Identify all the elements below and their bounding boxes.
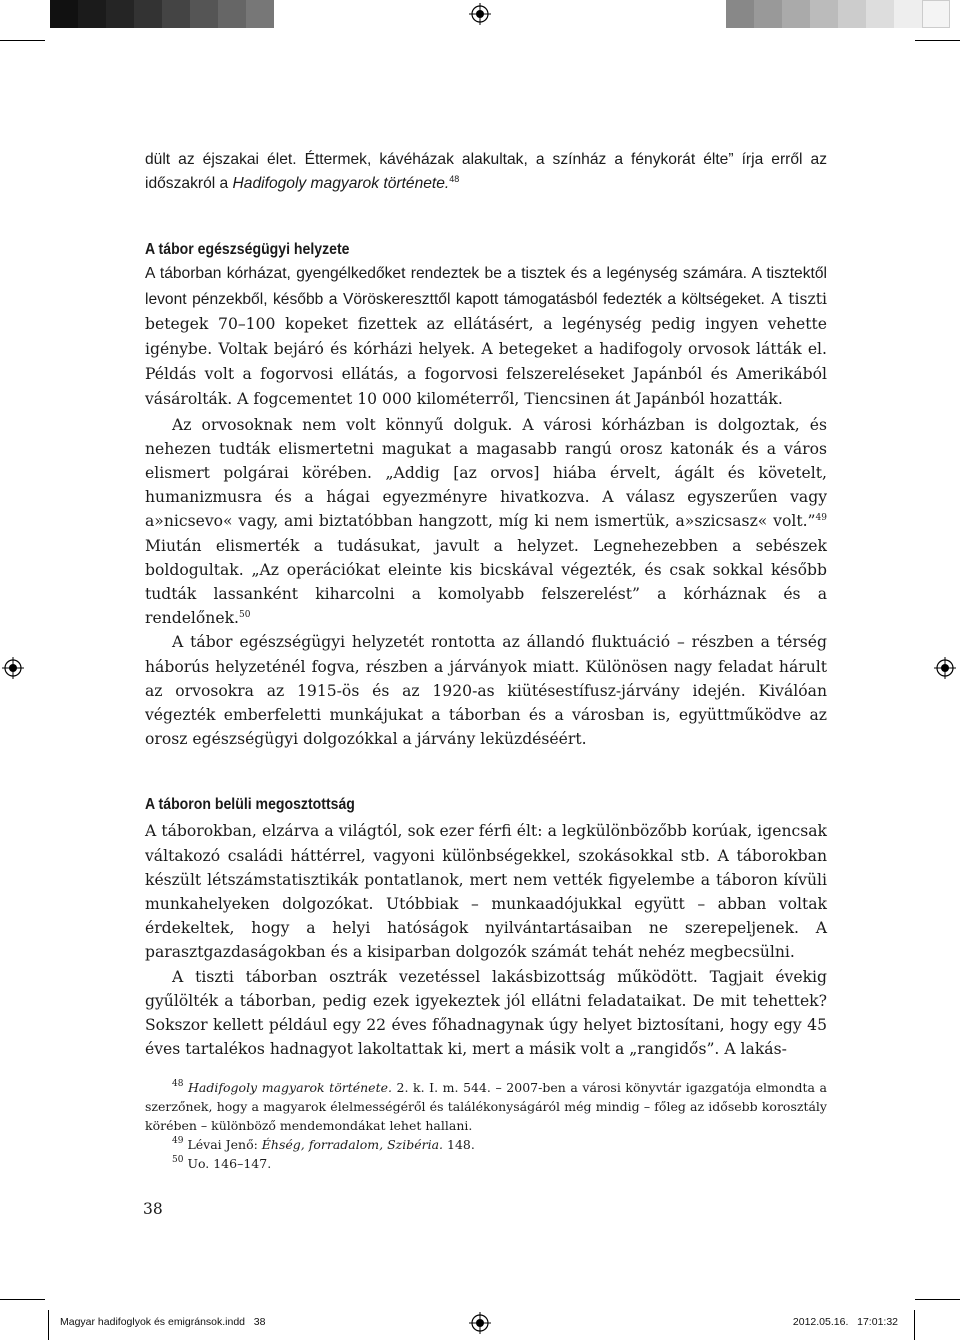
footnote-text: 148. (443, 1137, 475, 1152)
slug-timestamp: 2012.05.16. 17:01:32 (792, 1316, 898, 1328)
color-swatch (162, 0, 190, 28)
color-swatch (106, 0, 134, 28)
color-bar-right (726, 0, 950, 28)
footnote-number: 50 (172, 1155, 184, 1165)
crop-mark (48, 1310, 49, 1340)
color-swatch (754, 0, 782, 28)
slug-filename: Magyar hadifoglyok és emigránsok.indd 38 (60, 1316, 266, 1328)
color-swatch (246, 0, 274, 28)
crop-mark (915, 1299, 960, 1300)
crop-mark (915, 40, 960, 41)
page-number: 38 (143, 1200, 163, 1218)
section-heading: A táboron belüli megosztottság (145, 796, 355, 814)
crop-mark (914, 1310, 915, 1340)
footnote (145, 1078, 827, 1135)
footnote (145, 1135, 827, 1154)
paragraph-text: Miután elismerték a tudásukat, javult a helyzet. Legnehezebben a sebészek boldogultak. „Az operációkat eleinte kis bicskával végezték, és csak sokkal később tudták lassanként kiharcolni a komolyabb felszerelést” a kórháznak és a rendelőnek. (145, 536, 827, 628)
paragraph: A táborokban, elzárva a világtól, sok ezer férfi élt: a legkülönbözőbb korúak, igencsak váltakozó családi háttérrel, vagyoni különbségekkel, szokásokkal stb. A táborokban készült létszámstatisztikák pontatlanok, mert nem vették figyelembe a táboron kívüli munkahelyeken dolgozókat. Utóbbiak – munkaadójukkal együtt – abban voltak érdekeltek, hogy a helyi hatóságok nyilvántartásaiban ne szerepeljenek. A parasztgazdaságokban és a kisiparban dolgozók számát tehát nehéz megbecsülni. (145, 822, 827, 962)
color-swatch (810, 0, 838, 28)
color-swatch (218, 0, 246, 28)
paragraph-text: A tiszti betegek 70–100 kopeket fizettek az ellátásért, a legénység pedig ingyen vehette igénybe. Voltak bejáró és kórházi helyek. A betegeket a hadifogoly orvosok látták el. Példás volt a fogorvosi ellátás, a fogorvosi felszereléseket Japánból és Amerikából vásárolták. A fogcementet 10 000 kilométerről, Tiencsinen át Japánból hozatták. (145, 289, 828, 409)
paragraph-text: dült az éjszakai élet. Éttermek, kávéházak alakultak, a színház a fénykorát élte” írja erről az időszakról a (145, 151, 827, 193)
book-title: Hadifogoly magyarok története. (188, 1080, 392, 1095)
color-swatch (866, 0, 894, 28)
registration-mark-icon (469, 1312, 491, 1334)
paragraph: A tábor egészségügyi helyzetét rontotta az állandó fluktuáció – részben a térség háborús helyzeténél fogva, részben a járványok miatt. Különösen nagy feladat hárult az orvosokra az 1915-ös és az 1920-as kiütésestífusz-járvány idején. Kiválóan végezték emberfeletti munkájukat a táborban és a városban is, együttműködve az orosz egészségügyi dolgozókkal a járvány leküzdéséért. (145, 633, 827, 749)
footnote-number: 49 (172, 1136, 184, 1146)
page-body (145, 148, 827, 1062)
color-swatch (922, 0, 950, 28)
paragraph-text: A táborban kórházat, gyengélkedőket rendeztek be a tisztek és a legénység számára. A tisztektől levont pénzekből, később a Vöröskereszttől kapott támogatásból fedezték a költségeket. (145, 265, 827, 308)
paragraph (145, 262, 827, 412)
color-swatch (134, 0, 162, 28)
crop-mark (0, 40, 45, 41)
footnote (145, 1154, 827, 1173)
footnote-text: Uo. 146–147. (187, 1156, 272, 1171)
footnotes (145, 1078, 827, 1173)
registration-mark-icon (2, 657, 24, 679)
book-title: Éhség, forradalom, Szibéria. (261, 1137, 444, 1152)
color-swatch (190, 0, 218, 28)
footnote-ref: 48 (449, 174, 460, 185)
color-swatch (50, 0, 78, 28)
color-swatch (78, 0, 106, 28)
footnote-text: 2. k. I. m. 544. – 2007-ben a városi könyvtár igazgatója elmondta a szerzőnek, hogy a magyarok élelmességéről és találékonyságáról még mindig – főleg az idősebb korosztály körében – különböző mendemondákat lehet hallani. (145, 1080, 827, 1133)
crop-mark (0, 1299, 45, 1300)
color-bar-left (50, 0, 274, 28)
paragraph (145, 413, 827, 631)
color-swatch (726, 0, 754, 28)
color-swatch (838, 0, 866, 28)
paragraph-text: Az orvosoknak nem volt könnyű dolguk. A városi kórházban is dolgoztak, és nehezen tudták elismertetni magukat a magasabb rangú orosz katonák és a város elismert polgárai körében. „Addig [az orvos] hiába érvelt, ágált és követelt, humanizmusra és a hágai egyezményre hivatkozva. A válasz egyszerűen vagy a»nicsevo« vagy, ami biztatóbban hangzott, míg ki nem ismertük, a»szicsasz« volt.” (145, 415, 827, 531)
footnote-text: Lévai Jenő: (187, 1137, 262, 1152)
color-swatch (894, 0, 922, 28)
section-heading: A tábor egészségügyi helyzete (145, 241, 350, 259)
color-swatch (782, 0, 810, 28)
paragraph (145, 148, 827, 196)
footnote-ref: 49 (815, 513, 827, 524)
registration-mark-icon (469, 3, 491, 25)
footnote-ref: 50 (239, 610, 251, 621)
book-title: Hadifogoly magyarok története. (232, 175, 450, 193)
footnote-number: 48 (172, 1079, 184, 1089)
registration-mark-icon (934, 657, 956, 679)
paragraph: A tiszti táborban osztrák vezetéssel lakásbizottság működött. Tagjait évekig gyűlölték a táborban, pedig ezek igyekeztek jól ellátni feladataikat. De mit tehettek? Sokszor kellett például egy 22 éves főhadnagynak úgy helyet biztosítani, hogy egy 45 éves tartalékos hadnagyot lakoltattak ki, mert a másik volt a „rangidős”. A lakás- (145, 967, 827, 1059)
